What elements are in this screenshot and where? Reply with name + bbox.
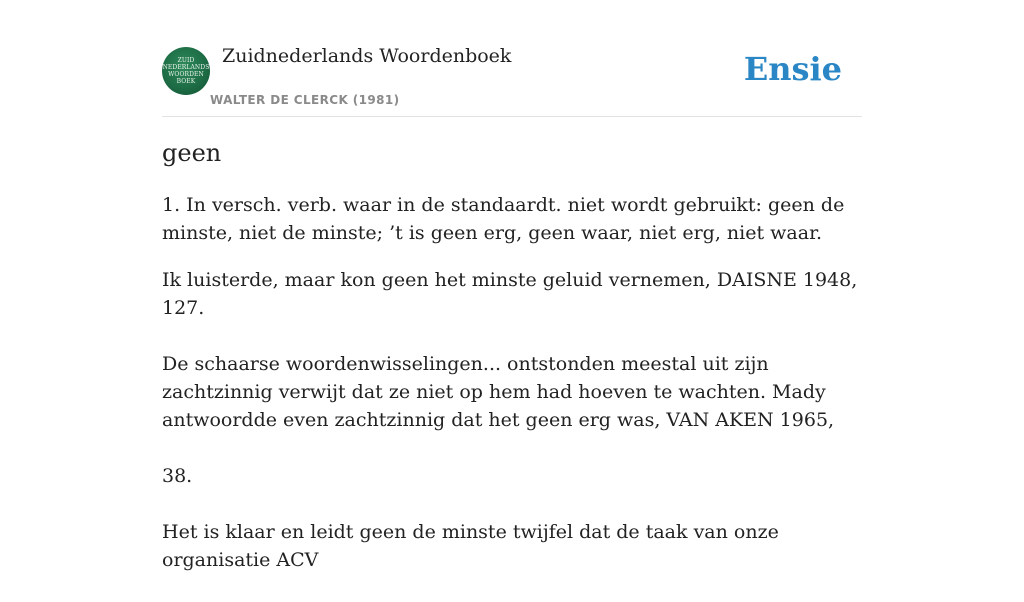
definition: 1. In versch. verb. waar in de standaardt. niet wordt gebruikt: geen de minste, niet de minste; ’t is geen erg, geen waar, niet erg, niet waar.	[162, 194, 845, 244]
headword: geen	[162, 139, 222, 167]
book-logo[interactable]	[162, 47, 210, 95]
logo-line: ZUID	[177, 57, 195, 64]
book-title[interactable]: Zuidnederlands Woordenboek	[222, 45, 512, 67]
quote: De schaarse woordenwisselingen... ontstonden meestal uit zijn zachtzinnig verwijt dat ze niet op hem had hoeven te wachten. Mady antwoordde even zachtzinnig dat het geen erg was, VAN AKEN 1965,	[162, 353, 835, 431]
quote: Ik luisterde, maar kon geen het minste geluid vernemen, DAISNE 1948, 127.	[162, 269, 858, 319]
logo-line: NEDERLANDS	[162, 64, 210, 71]
quote: 38.	[162, 465, 193, 487]
entry-content	[162, 191, 862, 602]
entry-container	[162, 0, 862, 571]
brand-logo[interactable]: Ensie	[743, 50, 842, 88]
logo-line: WOORDEN	[168, 71, 204, 78]
quote: Het is klaar en leidt geen de minste twijfel dat de taak van onze organisatie ACV	[162, 521, 779, 571]
header	[162, 0, 862, 117]
book-author: WALTER DE CLERCK (1981)	[210, 93, 400, 107]
logo-line: BOEK	[176, 78, 196, 85]
